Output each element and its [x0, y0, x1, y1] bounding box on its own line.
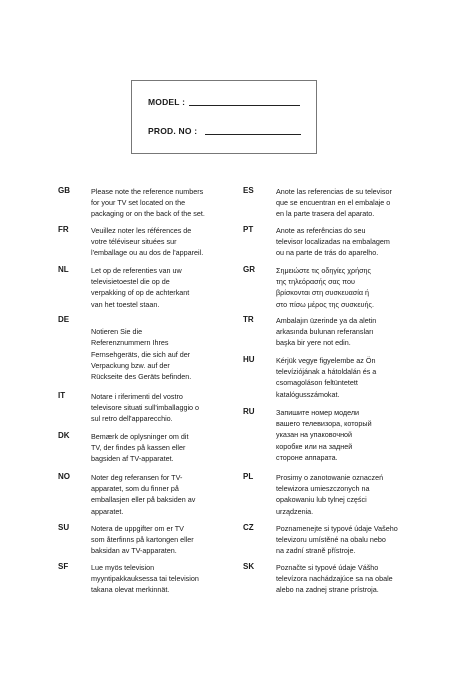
language-code: NL — [58, 265, 69, 274]
entry-text: Let op de referenties van uw televisietoestel die op de verpakking of op de achterkant van het toestel staan. — [91, 266, 190, 309]
language-code: TR — [243, 315, 254, 324]
entry-text: Anote las referencias de su televisor que se encuentran en el embalaje o en la parte trasera del aparato. — [276, 187, 392, 219]
prod-no-label: PROD. NO : — [148, 126, 198, 136]
language-code: SK — [243, 562, 255, 571]
language-code: PL — [243, 472, 254, 481]
language-code: CZ — [243, 523, 254, 532]
language-code: RU — [243, 407, 255, 416]
language-code: NO — [58, 472, 70, 481]
entry-text: Poznačte si typové údaje Vášho televízora nachádzajúce sa na obale alebo na zadnej strane prístroja. — [276, 563, 393, 595]
entry-text: Notieren Sie die Referenznummern Ihres Fernsehgeräts, die sich auf der Verpackung bzw. auf der Rückseite des Geräts befinden. — [91, 327, 192, 381]
entry-text: Noter deg referansen for TV- apparatet, som du finner på emballasjen eller på baksiden av apparatet. — [91, 473, 196, 516]
language-code: SU — [58, 523, 70, 532]
entry-text: Kérjük vegye figyelembe az Ön televíziójának a hátoldalán és a csomagoláson feltüntetett katalógusszámokat. — [276, 356, 377, 399]
language-code: PT — [243, 225, 254, 234]
entry-text: Veuillez noter les références de votre téléviseur situées sur l'emballage ou au dos de l'appareil. — [91, 226, 204, 258]
model-row — [148, 97, 185, 107]
model-blank-line — [189, 105, 300, 106]
language-code: DE — [58, 315, 70, 324]
language-code: DK — [58, 431, 70, 440]
model-reference-box — [131, 80, 317, 154]
entry-text: Notare i riferimenti del vostro televisore situati sull'imballaggio o sul retro dell'apparecchio. — [91, 392, 200, 424]
language-code: IT — [58, 391, 66, 400]
entry-text: Prosimy o zanotowanie oznaczeń telewizora umieszczonych na opakowaniu lub tylnej części urządzenia. — [276, 473, 384, 516]
prod-no-row — [148, 126, 197, 136]
entry-text: Anote as referências do seu televisor localizadas na embalagem ou na parte de trás do aparelho. — [276, 226, 390, 258]
language-code: FR — [58, 225, 69, 234]
entry-text: Please note the reference numbers for your TV set located on the packaging or on the back of the set. — [91, 187, 205, 219]
prod-no-blank-line — [205, 134, 301, 135]
language-code: SF — [58, 562, 69, 571]
entry-text: Poznamenejte si typové údaje Vašeho televizoru umístěné na obalu nebo na zadní straně přístroje. — [276, 524, 398, 556]
entry-text: Bemærk de oplysninger om dit TV, der findes på kassen eller bagsiden af TV-apparatet. — [91, 432, 189, 464]
model-label: MODEL : — [148, 97, 186, 107]
entry-text: Lue myös television myyntipakkauksessa tai television takana olevat merkinnät. — [91, 563, 199, 595]
entry-text: Ambalajın üzerinde ya da aletin arkasında bulunan referansları başka bir yere not edin. — [276, 316, 377, 348]
language-code: GB — [58, 186, 70, 195]
language-code: GR — [243, 265, 255, 274]
entry-text: Запишите номер модели вашего телевизора, который указан на упаковочной коробке или на задней стороне аппарата. — [276, 408, 372, 462]
language-code: HU — [243, 355, 255, 364]
entry-text: Σημειώστε τις οδηγίες χρήσης της τηλεόρασής σας που βρίσκονται στη συσκευασία ή στο πίσω μέρος της συσκευής. — [276, 266, 374, 309]
language-code: ES — [243, 186, 254, 195]
entry-text: Notera de uppgifter om er TV som återfinns på kartongen eller baksidan av TV-apparaten. — [91, 524, 194, 556]
